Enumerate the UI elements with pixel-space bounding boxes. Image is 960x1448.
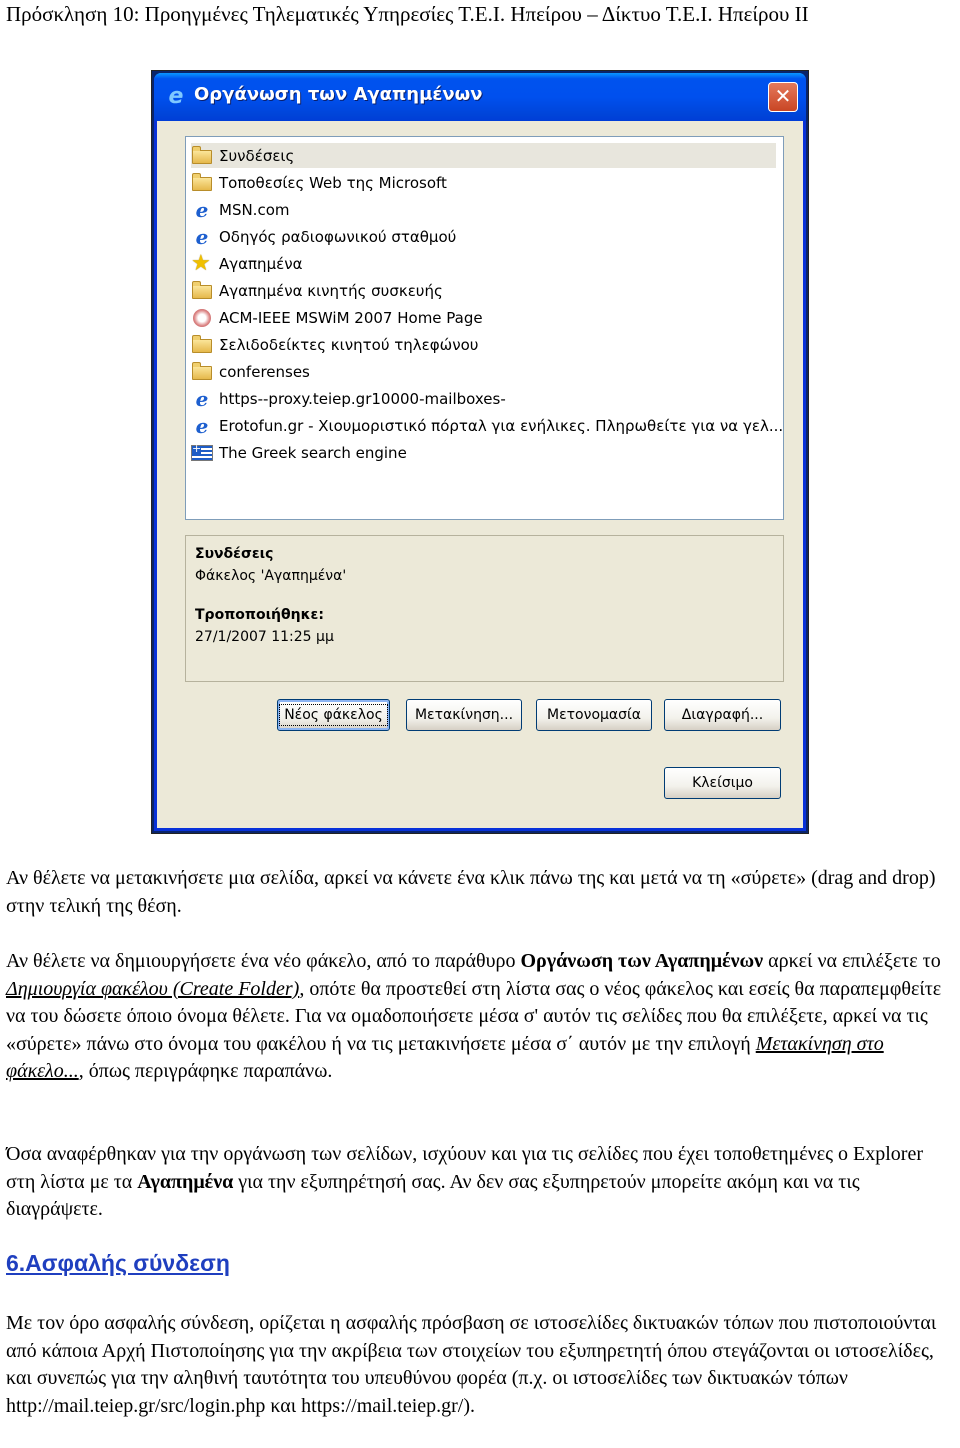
organize-favorites-dialog [154, 73, 806, 831]
p3-favorites: Αγαπημένα [137, 1170, 234, 1193]
close-button[interactable] [664, 767, 781, 799]
favorite-item-label: MSN.com [219, 200, 290, 219]
favorite-item-label: Αγαπημένα [219, 254, 303, 273]
paragraph-create-folder [6, 948, 956, 1086]
new-folder-button-label: Νέος φάκελος [280, 705, 387, 725]
page-header: Πρόσκληση 10: Προηγμένες Τηλεματικές Υπηρεσίες Τ.Ε.Ι. Ηπείρου – Δίκτυο Τ.Ε.Ι. Ηπείρου ΙΙ [6, 2, 809, 26]
paragraph-secure-connection: Με τον όρο ασφαλής σύνδεση, ορίζεται η ασφαλής πρόσβαση σε ιστοσελίδες δικτυακών τόπων που πιστοποιούνται από κάποια Αρχή Πιστοποίησης για την ακρίβεια των στοιχείων του εξυπηρετητή όπου στεγάζονται οι ιστοσελίδες, και συνεπώς για την αληθινή ταυτότητα του υπευθύνου φορέα (π.χ. οι ιστοσελίδες των δικτυακών τόπων http://mail.teiep.gr/src/login.php και https://mail.teiep.gr/). [6, 1312, 937, 1417]
favorite-item-label: Σελιδοδείκτες κινητού τηλεφώνου [219, 335, 479, 354]
move-to-folder-reference: Μετακίνηση στο φάκελο... [6, 1032, 884, 1083]
greek-flag-icon [191, 442, 213, 464]
p2-text-e: , οπότε θα προστεθεί στη λίστα σας ο νέος φάκελος και εσείς θα παραπεμφθείτε να του δώσετε όποιο όνομα θέλετε. Για να ομαδοποιήσετε μέσα σ' αυτόν τις σελίδες που θα επιλέξετε, αρκεί να τις «σύρετε» πάνω στο όνομα του φακέλου ή να τις μετακινήσετε μέσα σ΄ αυτόν με την επιλογή [6, 977, 942, 1055]
dialog-titlebar[interactable] [154, 73, 806, 121]
p3-text-a: Όσα αναφέρθηκαν για την οργάνωση των σελίδων, ισχύουν και για τις σελίδες που έχει τοποθετημένες ο Explorer στη λίστα με τα [6, 1143, 924, 1193]
favorite-item[interactable] [191, 251, 776, 276]
info-modified-label: Τροποποιήθηκε: [195, 607, 324, 623]
ie-page-icon: e [195, 413, 209, 438]
paragraph-move-page: Αν θέλετε να μετακινήσετε μια σελίδα, αρκεί να κάνετε ένα κλικ πάνω της και μετά να τη «σύρετε» (drag and drop) στην τελική της θέση. [6, 867, 936, 917]
favorites-list[interactable] [185, 136, 784, 520]
delete-button-label: Διαγραφή... [681, 707, 764, 723]
move-button[interactable] [406, 699, 522, 731]
dialog-client-area [157, 121, 803, 828]
close-button-label: Κλείσιμο [692, 775, 753, 791]
favorite-item[interactable] [191, 170, 776, 195]
p2-organize-favorites: Οργάνωση των Αγαπημένων [520, 950, 764, 972]
favorite-item[interactable] [191, 278, 776, 303]
ie-page-icon: e [195, 197, 209, 222]
dialog-title: Οργάνωση των Αγαπημένων [194, 84, 483, 105]
folder-icon [191, 334, 213, 356]
favorite-item[interactable] [191, 332, 776, 357]
paragraph-favorites [6, 1141, 956, 1224]
new-folder-button[interactable] [277, 699, 390, 731]
favorite-item-label: Οδηγός ραδιοφωνικού σταθμού [219, 227, 457, 246]
info-modified-value: 27/1/2007 11:25 μμ [195, 629, 334, 645]
favorite-item[interactable] [191, 440, 776, 465]
close-icon[interactable]: ✕ [768, 82, 798, 112]
favorite-item-label: Τοποθεσίες Web της Microsoft [219, 173, 447, 192]
ie-logo-icon: e [168, 84, 184, 109]
seal-icon [191, 307, 213, 329]
p2-text-g: , όπως περιγράφηκε παραπάνω. [78, 1060, 333, 1083]
section-heading-secure-connection: 6.Ασφαλής σύνδεση [6, 1250, 230, 1276]
move-button-label: Μετακίνηση... [414, 707, 514, 723]
favorite-item-label: conferenses [219, 362, 310, 381]
p2-text-c: αρκεί να επιλέξετε το [763, 950, 941, 972]
info-item-name: Συνδέσεις [195, 546, 274, 562]
info-item-type: Φάκελος 'Αγαπημένα' [195, 568, 347, 584]
favorite-item[interactable] [191, 143, 776, 168]
ie-page-icon: e [195, 386, 209, 411]
rename-button-label: Μετονομασία [546, 707, 641, 723]
favorite-item[interactable] [191, 359, 776, 384]
create-folder-reference: Δημιουργία φακέλου (Create Folder) [6, 977, 300, 1000]
p2-text-a: Αν θέλετε να δημιουργήσετε ένα νέο φάκελο, από το παράθυρο [6, 950, 521, 972]
organize-favorites-screenshot [151, 70, 809, 834]
favorite-item-label: https--proxy.teiep.gr10000-mailboxes- [219, 389, 506, 408]
folder-icon [191, 145, 213, 167]
folder-icon [191, 280, 213, 302]
favorite-item-label: Erotofun.gr - Χιουμοριστικό πόρταλ για ενήλικες. Πληρωθείτε για να γελ... [219, 416, 784, 435]
favorite-item-label: ACM-IEEE MSWiM 2007 Home Page [219, 308, 483, 327]
folder-icon [191, 361, 213, 383]
favorite-item-label: Αγαπημένα κινητής συσκευής [219, 281, 443, 300]
favorite-item-label: The Greek search engine [219, 443, 407, 462]
favorite-info-panel [185, 535, 784, 682]
ie-page-icon: e [195, 224, 209, 249]
favorite-item[interactable] [191, 305, 776, 330]
favorite-item[interactable] [191, 197, 776, 222]
favorite-item[interactable] [191, 413, 784, 438]
favorite-item-label: Συνδέσεις [219, 146, 295, 165]
delete-button[interactable] [664, 699, 781, 731]
p3-text-c: για την εξυπηρέτησή σας. Αν δεν σας εξυπηρετούν μπορείτε ακόμη και να τις διαγράψετε. [6, 1170, 860, 1221]
star-icon: ★ [191, 250, 211, 276]
favorite-item[interactable] [191, 224, 776, 249]
favorite-item[interactable] [191, 386, 776, 411]
folder-icon [191, 172, 213, 194]
rename-button[interactable] [536, 699, 652, 731]
